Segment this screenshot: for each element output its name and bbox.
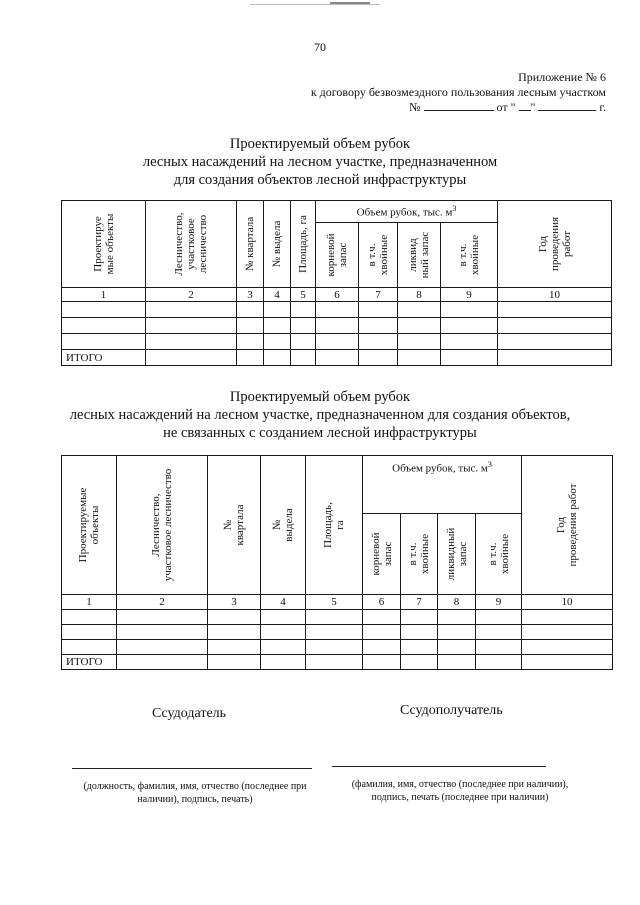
s2-col-number: 9 <box>476 595 522 610</box>
s2-total-row <box>62 655 613 670</box>
s1-header-volume: Объем рубок, тыс. $м^3$ <box>316 201 498 223</box>
s1-header-quarter: № квартала <box>237 201 264 288</box>
s2-empty-row <box>62 640 613 655</box>
s2-numbers-row <box>62 595 613 610</box>
s2-header-year: Год проведения работ <box>522 456 613 595</box>
s1-col-number: 9 <box>441 288 498 302</box>
s1-col-number: 5 <box>291 288 316 302</box>
s1-col-number: 8 <box>398 288 441 302</box>
s1-header-area: Площадь, га <box>291 201 316 288</box>
page-number: 70 <box>314 40 326 54</box>
annex-block <box>311 70 606 115</box>
s2-empty-row <box>62 610 613 625</box>
s2-header-root-conif: в т.ч. хвойные <box>401 514 438 595</box>
section2-title-line1: Проектируемый объем рубок <box>229 389 411 405</box>
scan-speck <box>330 2 370 4</box>
grantee-note-line1: (фамилия, имя, отчество (последнее при наличии), <box>351 779 569 790</box>
s1-header-liquid-conif: в т.ч. хвойные <box>441 223 498 288</box>
s2-header-forestry: Лесничество, участковое лесничество <box>117 456 208 595</box>
annex-year-label: г. <box>599 100 606 114</box>
s2-col-number: 3 <box>208 595 261 610</box>
s1-header-liquid: ликвид ный запас <box>398 223 441 288</box>
s2-col-number: 2 <box>117 595 208 610</box>
s1-volume-sup: 3 <box>452 204 457 214</box>
annex-no-blank <box>424 100 494 111</box>
section1-title-line2: лесных насаждений на лесном участке, предназначенном <box>142 154 498 170</box>
s2-header-quarter: № квартала <box>208 456 261 595</box>
s1-col-number: 3 <box>237 288 264 302</box>
scan-speck <box>250 4 380 5</box>
s1-header-objects: Проектируе мые объекты <box>62 201 146 288</box>
section2-title-line2: лесных насаждений на лесном участке, предназначенном для создания объектов, <box>69 407 571 423</box>
s2-col-number: 7 <box>401 595 438 610</box>
s2-header-area: Площадь, га <box>306 456 363 595</box>
s2-header-liquid-conif: в т.ч. хвойные <box>476 514 522 595</box>
section2-title <box>40 388 600 442</box>
section1-title <box>40 135 600 189</box>
s1-total-row <box>62 350 612 366</box>
s2-col-number: 4 <box>261 595 306 610</box>
s2-col-number: 5 <box>306 595 363 610</box>
section1-table <box>61 200 612 366</box>
section1-title-line1: Проектируемый объем рубок <box>229 136 411 152</box>
s2-header-root: корневой запас <box>363 514 401 595</box>
s2-header-objects: Проектируемые объекты <box>62 456 117 595</box>
annex-month-blank <box>538 100 596 111</box>
section2-title-line3: не связанных с созданием лесной инфраструктуры <box>163 425 477 441</box>
s1-col-number: 4 <box>264 288 291 302</box>
s1-col-number: 7 <box>359 288 398 302</box>
s1-header-forestry: Лесничество, участковое лесничество <box>146 201 237 288</box>
s2-col-number: 1 <box>62 595 117 610</box>
s1-col-number: 2 <box>146 288 237 302</box>
s2-total-label: ИТОГО <box>62 655 117 670</box>
s2-col-number: 6 <box>363 595 401 610</box>
grantee-note-line2: подпись, печать (последнее при наличии) <box>371 792 549 803</box>
s2-header-plot: № выдела <box>261 456 306 595</box>
grantee-label: Ссудополучатель <box>400 703 503 718</box>
s2-empty-row <box>62 625 613 640</box>
s2-volume-sup: 3 <box>487 460 492 469</box>
annex-ot-label: от " <box>496 100 516 114</box>
grantor-label: Ссудодатель <box>152 706 227 721</box>
section1-title-line3: для создания объектов лесной инфраструктуры <box>173 172 467 188</box>
s1-col-number: 1 <box>62 288 146 302</box>
s1-header-root: корневой запас <box>316 223 359 288</box>
grantor-note-line1: (должность, фамилия, имя, отчество (последнее при <box>83 781 307 792</box>
annex-day-blank <box>519 100 531 111</box>
annex-contract: к договору безвозмездного пользования лесным участком <box>310 85 606 99</box>
annex-no-label: № <box>409 100 421 114</box>
annex-quote: " <box>530 100 536 114</box>
s1-header-root-conif: в т.ч. хвойные <box>359 223 398 288</box>
s1-col-number: 6 <box>316 288 359 302</box>
s2-header-liquid: ликвидный запас <box>438 514 476 595</box>
s1-empty-row <box>62 302 612 318</box>
grantee-note <box>325 778 595 804</box>
section2-table <box>61 455 613 670</box>
grantee-signature-line <box>332 766 546 767</box>
s1-col-number: 10 <box>498 288 612 302</box>
s1-total-label: ИТОГО <box>62 350 146 366</box>
annex-title: Приложение № 6 <box>518 70 606 84</box>
grantor-note <box>60 780 330 806</box>
s2-col-number: 10 <box>522 595 613 610</box>
s2-header-volume: Объем рубок, тыс. $м^3$ <box>363 456 522 514</box>
grantor-note-line2: наличии), подпись, печать) <box>137 794 253 805</box>
s1-empty-row <box>62 334 612 350</box>
s1-empty-row <box>62 318 612 334</box>
s2-col-number: 8 <box>438 595 476 610</box>
grantor-signature-line <box>72 768 312 769</box>
s1-header-year: Год проведения работ <box>498 201 612 288</box>
s1-numbers-row <box>62 288 612 302</box>
s1-header-plot: № выдела <box>264 201 291 288</box>
annex-number-line <box>311 100 606 115</box>
